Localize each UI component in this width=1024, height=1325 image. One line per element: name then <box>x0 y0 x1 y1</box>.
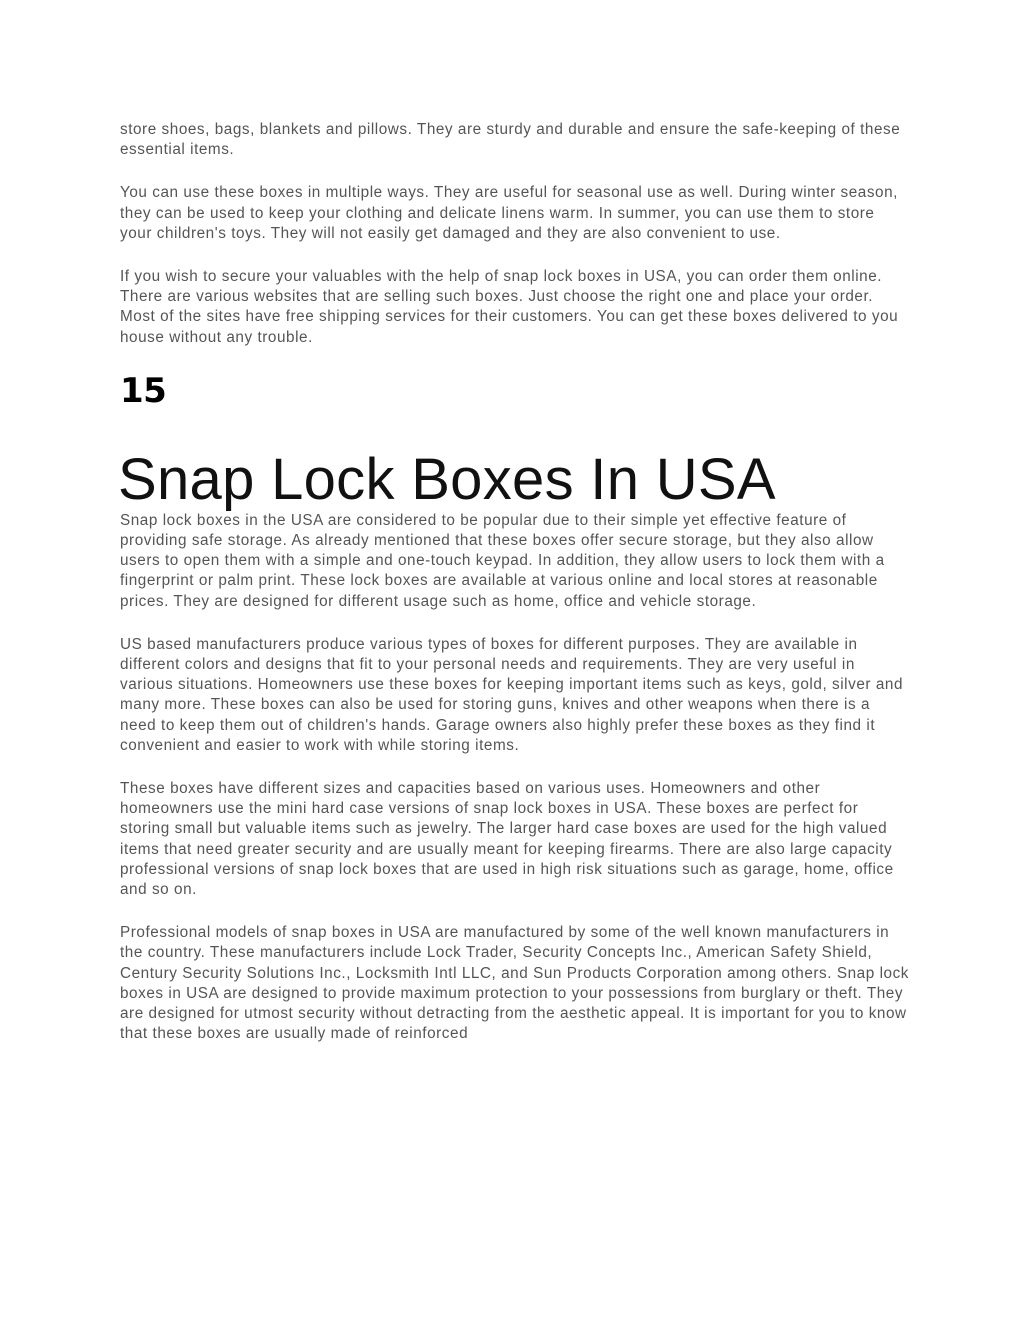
page-number: 15 <box>120 370 167 411</box>
document-page <box>120 120 910 1068</box>
intro-paragraph: You can use these boxes in multiple ways. They are useful for seasonal use as well. During winter season, they can be used to keep your clothing and delicate linens warm. In summer, you can use them to store your children's toys. They will not easily get damaged and they are also convenient to use. <box>120 184 898 242</box>
section-paragraph: Snap lock boxes in the USA are considered to be popular due to their simple yet effective feature of providing safe storage. As already mentioned that these boxes offer secure storage, but they also allow users to open them with a simple and one-touch keypad. In addition, they allow users to lock them with a fingerprint or palm print. These lock boxes are available at various online and local stores at reasonable prices. They are designed for different usage such as home, office and vehicle storage. <box>120 511 885 610</box>
intro-paragraph: store shoes, bags, blankets and pillows. They are sturdy and durable and ensure the safe-keeping of these essential items. <box>120 121 901 159</box>
section-paragraph: Professional models of snap boxes in USA are manufactured by some of the well known manufacturers in the country. These manufacturers include Lock Trader, Security Concepts Inc., American Safety Shield, Century Security Solutions Inc., Locksmith Intl LLC, and Sun Products Corporation among others. Snap lock boxes in USA are designed to provide maximum protection to your possessions from burglary or theft. They are designed for utmost security without detracting from the aesthetic appeal. It is important for you to know that these boxes are usually made of reinforced <box>120 924 909 1043</box>
section-paragraph: US based manufacturers produce various types of boxes for different purposes. They are available in different colors and designs that fit to your personal needs and requirements. They are very useful in various situations. Homeowners use these boxes for keeping important items such as keys, gold, silver and many more. These boxes can also be used for storing guns, knives and other weapons when there is a need to keep them out of children's hands. Garage owners also highly prefer these boxes as they find it convenient and easier to work with while storing items. <box>120 635 904 754</box>
section-body <box>120 511 910 1045</box>
intro-section <box>120 120 910 348</box>
section-title: Snap Lock Boxes In USA <box>118 446 776 512</box>
intro-paragraph: If you wish to secure your valuables with the help of snap lock boxes in USA, you can order them online. There are various websites that are selling such boxes. Just choose the right one and place your order. Most of the sites have free shipping services for their customers. You can get these boxes delivered to you house without any trouble. <box>120 268 899 346</box>
section-paragraph: These boxes have different sizes and capacities based on various uses. Homeowners and other homeowners use the mini hard case versions of snap lock boxes in USA. These boxes are perfect for storing small but valuable items such as jewelry. The larger hard case boxes are used for the high valued items that need greater security and are usually meant for keeping firearms. There are also large capacity professional versions of snap lock boxes that are used in high risk situations such as garage, home, office and so on. <box>120 780 894 899</box>
